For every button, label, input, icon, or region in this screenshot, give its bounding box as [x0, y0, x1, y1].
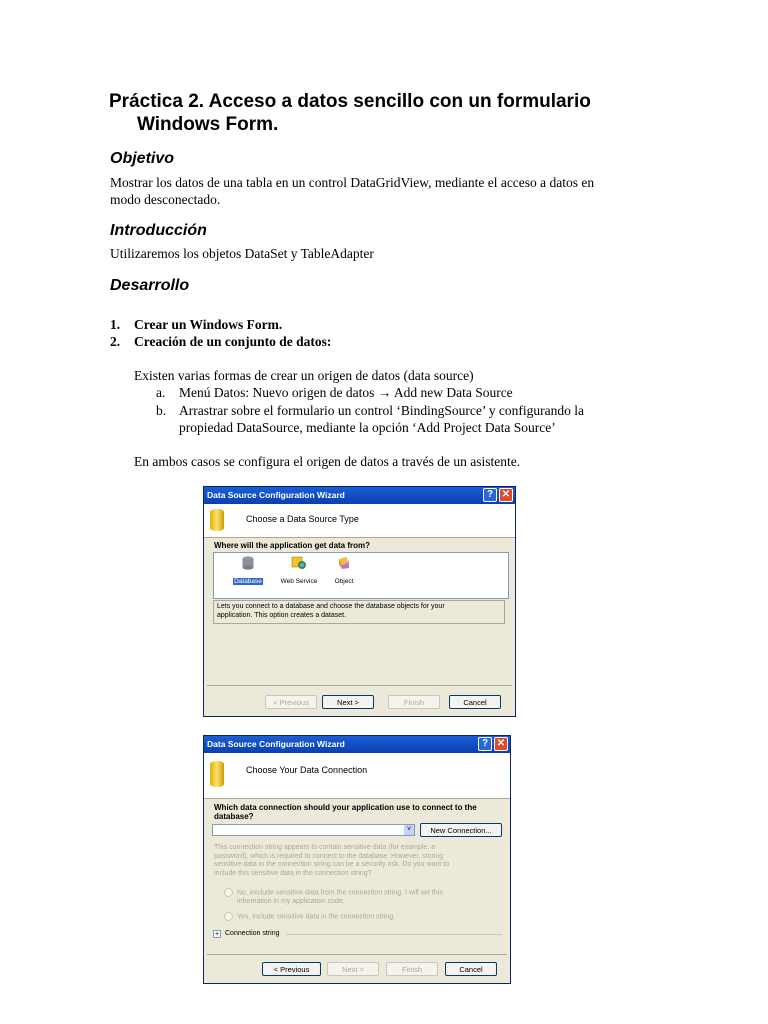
connection-question-line-1: Which data connection should your application use to connect to the [214, 803, 477, 812]
title-bar [204, 487, 515, 504]
radio-button[interactable] [224, 912, 233, 921]
radio-button[interactable] [224, 888, 233, 897]
desarrollo-heading: Desarrollo [110, 277, 190, 294]
source-label-database: Database [234, 578, 262, 585]
connection-question-line-2: database? [214, 812, 254, 821]
header-title: Choose Your Data Connection [246, 765, 368, 775]
database-icon [210, 761, 224, 787]
radio-no-line-1: No, exclude sensitive data from the connection string. I will set this [237, 889, 443, 897]
connection-string-divider [286, 934, 502, 935]
page-title [109, 90, 591, 136]
warning-line-3: sensitive data in the connection string can be a security risk. Do you want to [214, 861, 450, 868]
source-item-object[interactable] [329, 556, 359, 588]
warning-line-1: This connection string appears to contain sensitive data (for example, a [214, 844, 436, 851]
step-2-number: 2. [110, 334, 121, 349]
wizard-window-data-connection [203, 735, 511, 984]
wizard-window-data-source-type [203, 486, 516, 717]
database-icon [210, 509, 224, 531]
connection-string-label[interactable]: Connection string [225, 930, 280, 937]
option-b-letter: b. [156, 403, 167, 418]
intro-heading: Introducción [110, 222, 207, 239]
connection-question [214, 803, 477, 821]
description-line-1: Lets you connect to a database and choose the database objects for your [217, 603, 445, 610]
footer-divider [207, 954, 507, 955]
previous-button[interactable]: < Previous [262, 962, 321, 976]
objetivo-text-2: modo desconectado. [110, 192, 221, 207]
ambos-text: En ambos casos se configura el origen de datos a través de un asistente. [134, 454, 521, 469]
objetivo-heading: Objetivo [110, 150, 175, 167]
option-b-text-1: Arrastrar sobre el formulario un control ‘BindingSource’ y configurando la [179, 403, 584, 418]
step-1-text: Crear un Windows Form. [134, 317, 283, 332]
source-item-web-service[interactable] [274, 556, 324, 588]
source-item-database[interactable] [228, 556, 268, 588]
header-title: Choose a Data Source Type [246, 514, 359, 524]
title-line-1: Práctica 2. Acceso a datos sencillo con un formulario [109, 91, 591, 112]
option-a-text: Menú Datos: Nuevo origen de datos → Add new Data Source [179, 385, 513, 400]
object-icon [337, 556, 351, 570]
previous-button[interactable]: < Previous [265, 695, 317, 709]
title-line-2: Windows Form. [137, 114, 279, 135]
radio-yes-label: Yes, include sensitive data in the connection string. [237, 913, 396, 921]
help-icon[interactable]: ? [483, 488, 497, 502]
footer-divider [207, 685, 512, 686]
source-question: Where will the application get data from? [214, 541, 371, 550]
radio-exclude-sensitive[interactable] [224, 888, 443, 906]
title-bar [204, 736, 510, 753]
close-icon[interactable]: ✕ [494, 737, 508, 751]
connection-dropdown[interactable] [212, 824, 415, 836]
step-1-number: 1. [110, 317, 121, 332]
new-connection-button[interactable]: New Connection... [420, 823, 502, 837]
existen-text: Existen varias formas de crear un origen de datos (data source) [134, 368, 474, 383]
source-label-web-service: Web Service [280, 578, 318, 585]
description-line-2: application. This option creates a dataset. [217, 611, 347, 619]
window-title: Data Source Configuration Wizard [207, 739, 345, 749]
option-b-text-2: propiedad DataSource, mediante la opción ‘Add Project Data Source’ [179, 420, 556, 435]
warning-line-4: include this sensitive data in the connection string? [214, 869, 372, 877]
wizard-header [204, 504, 515, 538]
radio-no-line-2: information in my application code. [237, 897, 345, 905]
sensitive-data-warning [214, 844, 449, 878]
finish-button[interactable]: Finish [388, 695, 440, 709]
next-button[interactable]: Next > [327, 962, 379, 976]
source-label-object: Object [334, 578, 354, 585]
wizard-header [204, 753, 510, 799]
chevron-down-icon[interactable]: ˅ [404, 825, 414, 835]
cancel-button[interactable]: Cancel [445, 962, 497, 976]
source-list [213, 552, 509, 599]
step-2-text: Creación de un conjunto de datos: [134, 334, 332, 349]
source-description [213, 600, 505, 624]
cancel-button[interactable]: Cancel [449, 695, 501, 709]
window-title: Data Source Configuration Wizard [207, 490, 345, 500]
database-icon [242, 556, 254, 570]
radio-include-sensitive[interactable] [224, 912, 395, 922]
intro-text: Utilizaremos los objetos DataSet y TableAdapter [110, 246, 374, 261]
option-a-letter: a. [156, 385, 166, 400]
expand-icon[interactable]: + [214, 931, 220, 938]
warning-line-2: password), which is required to connect to the database. However, storing [214, 852, 444, 860]
finish-button[interactable]: Finish [386, 962, 438, 976]
close-icon[interactable]: ✕ [499, 488, 513, 502]
help-icon[interactable]: ? [478, 737, 492, 751]
next-button[interactable]: Next > [322, 695, 374, 709]
objetivo-text-1: Mostrar los datos de una tabla en un control DataGridView, mediante el acceso a datos en [110, 175, 595, 190]
web-service-icon [291, 556, 307, 570]
